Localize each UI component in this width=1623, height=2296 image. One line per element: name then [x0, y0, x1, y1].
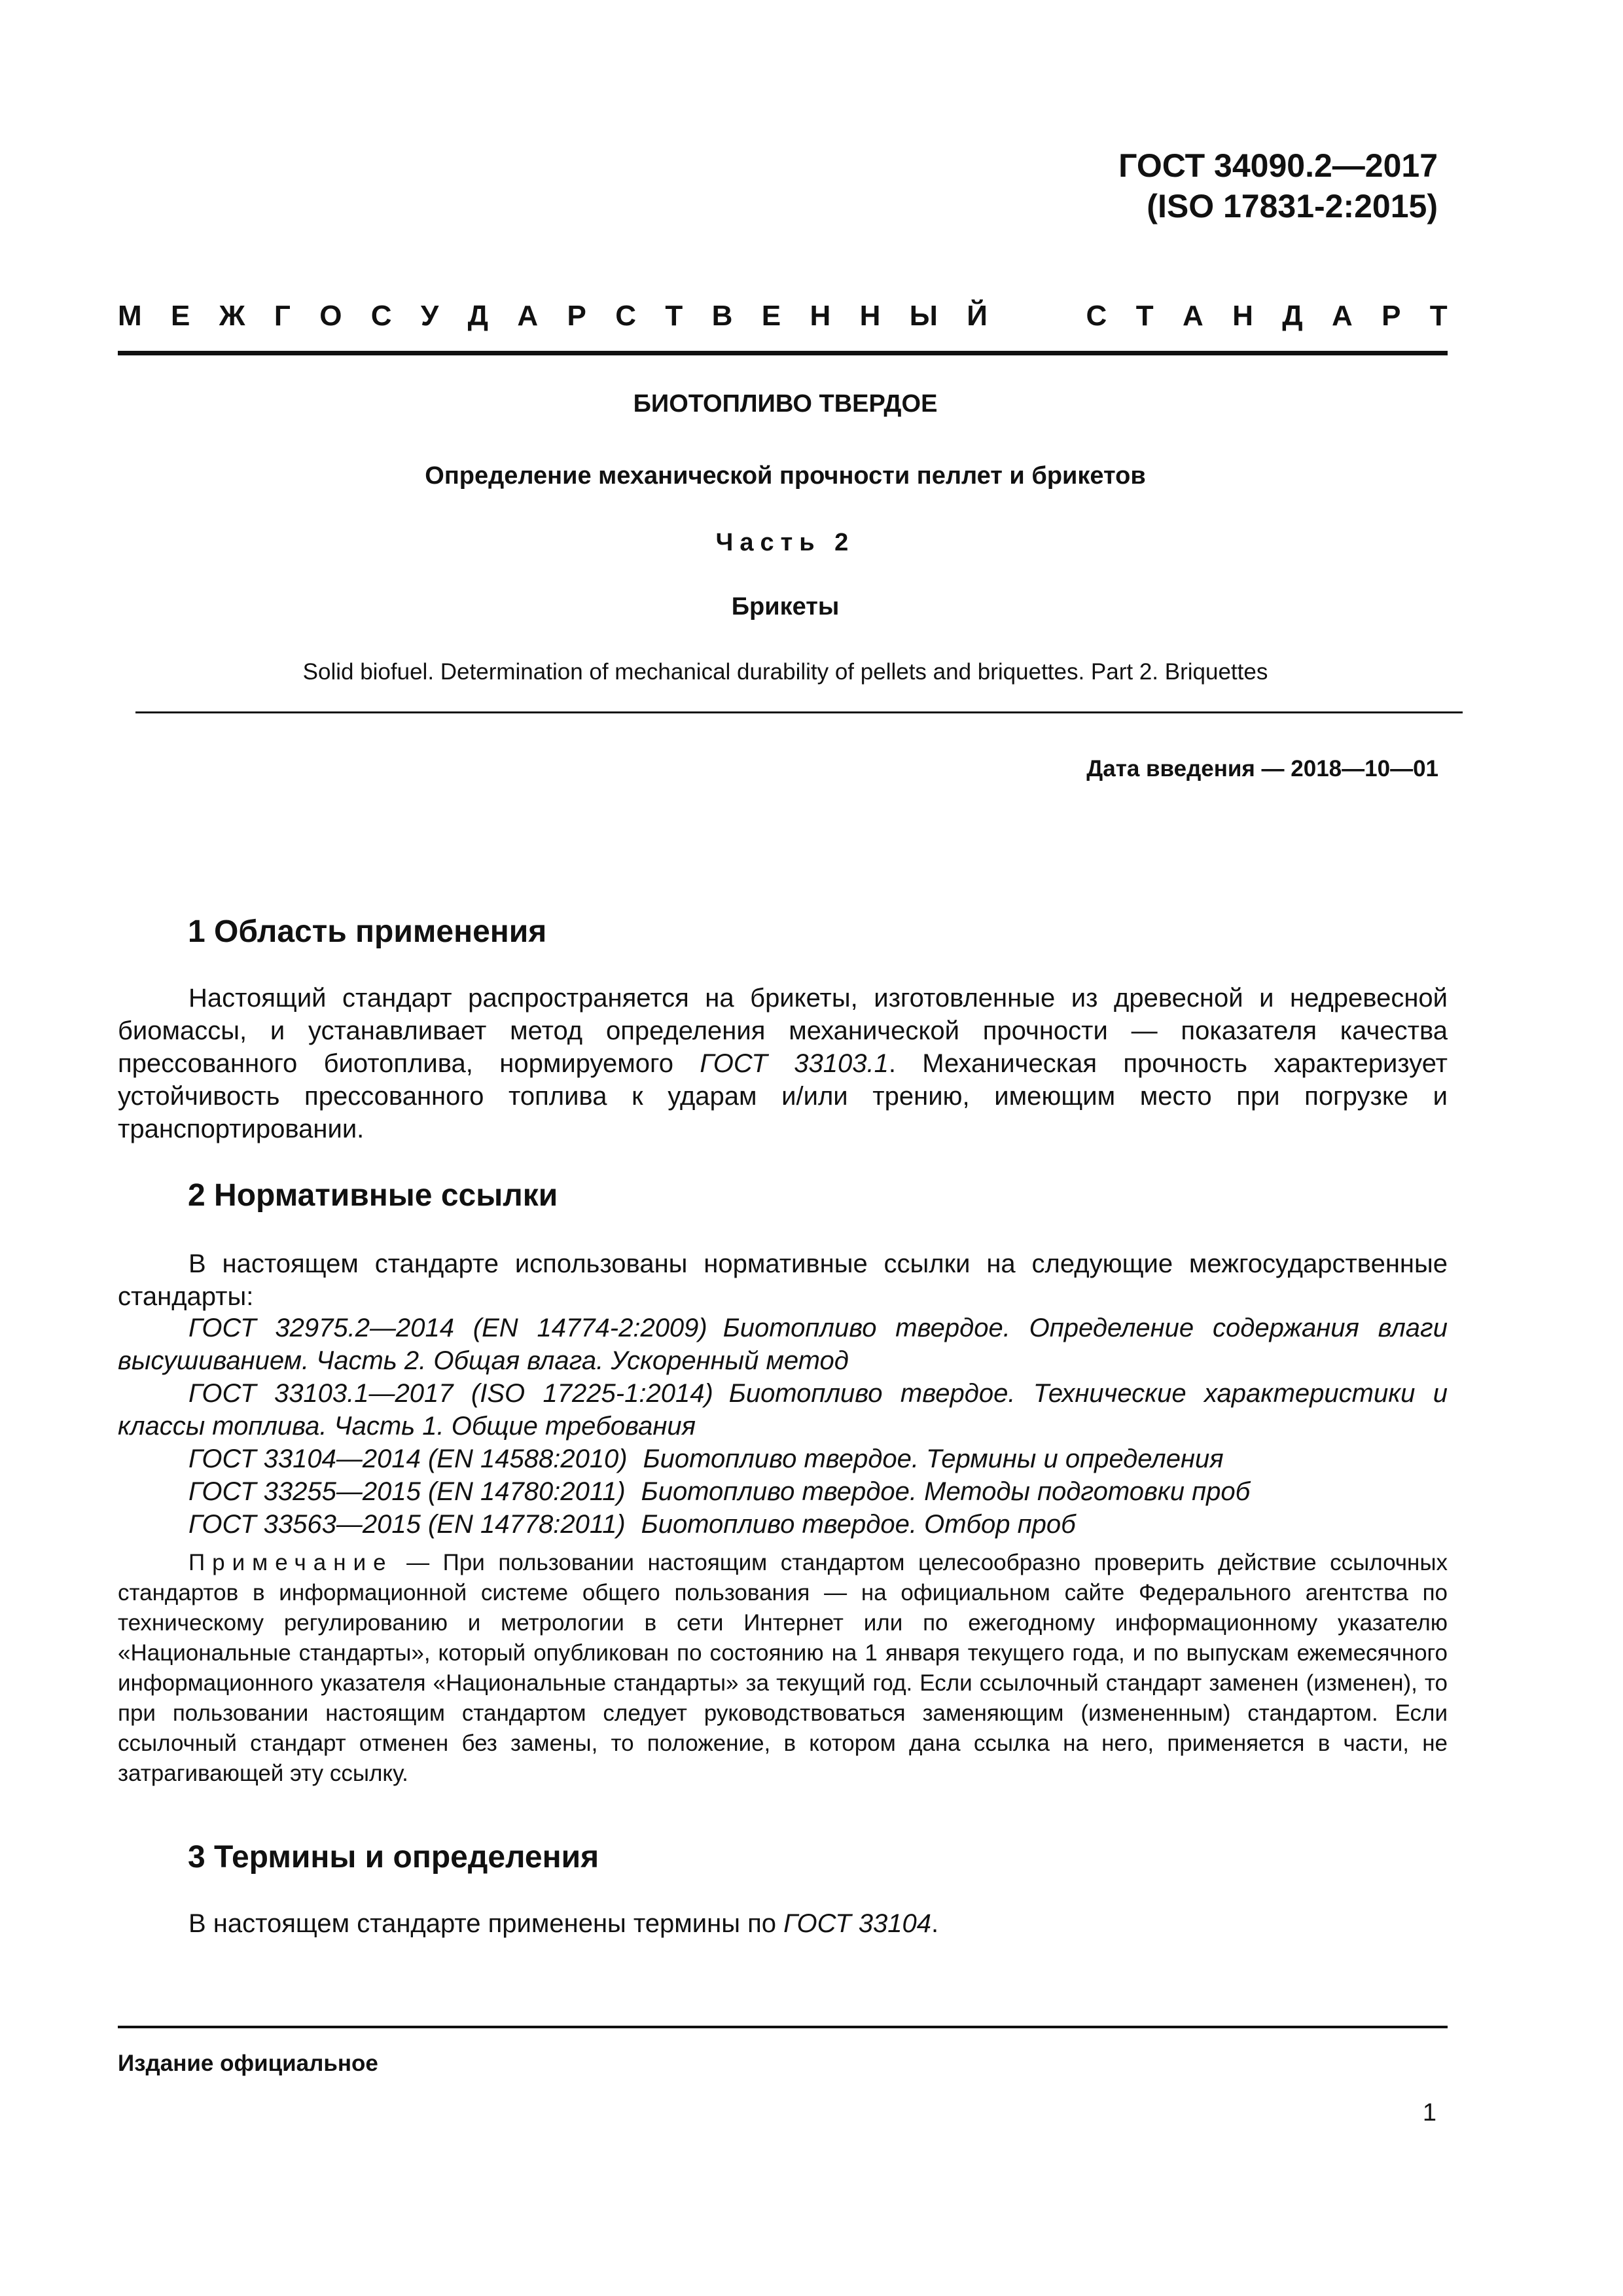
banner-letter: М [118, 300, 142, 332]
banner-letter: Т [1135, 300, 1154, 332]
note-text: — При пользовании настоящим стандартом целесообразно проверить действие ссылочных стандартов в информационной системе общего пользования — на официальном сайте Федерального агентства по техническому регулированию и метрологии в сети Интернет или по ежегодному информационному указателю «Национальные стандарты», который опубликован по состоянию на 1 января текущего года, и по выпускам ежемесячного информационного указателя «Национальные стандарты» за текущий год. Если ссылочный стандарт заменен (изменен), то при пользовании настоящим стандартом следует руководствоваться заменяющим (измененным) стандартом. Если ссылочный стандарт отменен без замены, то положение, в котором дана ссылка на него, применяется в части, не затрагивающей эту ссылку. [118, 1550, 1448, 1786]
banner-letter: Н [1232, 300, 1253, 332]
document-title: БИОТОПЛИВО ТВЕРДОЕ [633, 390, 938, 418]
banner-letter: Д [467, 300, 489, 332]
section-3-gost-ref: ГОСТ 33104 [783, 1909, 931, 1938]
banner-letter: Ы [909, 300, 938, 332]
reference-item [118, 1508, 1448, 1541]
section-1-heading: 1 Область применения [188, 914, 547, 949]
reference-item [118, 1312, 1448, 1377]
interstate-standard-banner [118, 298, 1448, 334]
banner-letter: А [1182, 300, 1204, 332]
document-part-name: Брикеты [731, 593, 840, 620]
iso-code: (ISO 17831-2:2015) [1147, 188, 1438, 224]
reference-title: Биотопливо твердое. Определение содержания влаги высушиванием. Часть 2. Общая влага. Ускоренный метод [118, 1314, 1448, 1375]
section-1-text-a: Настоящий стандарт распространяется на брикеты, изготовленные из древесной и недревесной биомассы, и устанавливает метод определения механической прочности — показателя качества прессованного биотоплива, нормируемого [118, 984, 1448, 1078]
reference-code: ГОСТ 32975.2—2014 (EN 14774-2:2009) [188, 1314, 707, 1342]
banner-letter: Д [1282, 300, 1303, 332]
banner-letter: А [517, 300, 539, 332]
banner-letter: С [1086, 300, 1107, 332]
reference-code: ГОСТ 33103.1—2017 (ISO 17225-1:2014) [188, 1379, 713, 1408]
note-label: Примечание [188, 1550, 393, 1575]
banner-letter: Е [171, 300, 190, 332]
banner-letter: О [319, 300, 342, 332]
header-rule [118, 351, 1448, 355]
banner-letter: Р [567, 300, 586, 332]
page-number: 1 [1422, 2099, 1436, 2126]
banner-letter: Г [274, 300, 291, 332]
normative-references-list [118, 1312, 1448, 1541]
footer-rule [118, 2026, 1448, 2028]
banner-letter: С [370, 300, 392, 332]
document-subtitle: Определение механической прочности пеллет и брикетов [425, 462, 1146, 490]
section-1-gost-ref: ГОСТ 33103.1 [700, 1049, 889, 1078]
section-2-intro [118, 1247, 1448, 1313]
banner-letter: Ж [219, 300, 245, 332]
title-rule [135, 711, 1463, 713]
gost-code: ГОСТ 34090.2—2017 [1118, 147, 1438, 184]
banner-letter: Т [1429, 300, 1448, 332]
reference-code: ГОСТ 33255—2015 (EN 14780:2011) [188, 1477, 626, 1506]
banner-letter: Й [967, 300, 988, 332]
banner-letter: А [1331, 300, 1353, 332]
reference-code: ГОСТ 33563—2015 (EN 14778:2011) [188, 1510, 626, 1539]
banner-word-gap [1016, 298, 1057, 334]
english-title: Solid biofuel. Determination of mechanical durability of pellets and briquettes. Part 2. Briquettes [302, 659, 1268, 685]
section-2-intro-text: В настоящем стандарте использованы нормативные ссылки на следующие межгосударственные стандарты: [118, 1249, 1448, 1311]
section-2-heading: 2 Нормативные ссылки [188, 1178, 558, 1213]
document-part: Часть 2 [715, 529, 855, 556]
gost-designation [1118, 145, 1438, 226]
section-3-text [118, 1907, 1448, 1940]
reference-title: Биотопливо твердое. Методы подготовки проб [641, 1477, 1251, 1506]
section-3-heading: 3 Термины и определения [188, 1840, 599, 1874]
reference-item [118, 1475, 1448, 1508]
section-1-text [118, 982, 1448, 1145]
introduction-date: Дата введения — 2018—10—01 [1086, 756, 1438, 781]
banner-letter: Т [665, 300, 683, 332]
banner-letter: С [615, 300, 637, 332]
reference-item [118, 1377, 1448, 1443]
banner-letter: Н [810, 300, 831, 332]
reference-title: Биотопливо твердое. Отбор проб [641, 1510, 1076, 1539]
references-note [118, 1548, 1448, 1789]
reference-title: Биотопливо твердое. Технические характеристики и классы топлива. Часть 1. Общие требования [118, 1379, 1448, 1441]
official-edition-label: Издание официальное [118, 2051, 378, 2076]
section-1-text-b: . Механическая прочность характеризует устойчивость прессованного топлива к ударам и/или трению, имеющим место при погрузке и транспортировании. [118, 1049, 1448, 1143]
banner-letter: Н [859, 300, 881, 332]
banner-letter: У [420, 300, 439, 332]
reference-item [118, 1443, 1448, 1475]
banner-letter: Р [1382, 300, 1401, 332]
reference-code: ГОСТ 33104—2014 (EN 14588:2010) [188, 1444, 628, 1473]
section-3-text-b: . [931, 1909, 939, 1938]
banner-letter: Е [761, 300, 781, 332]
reference-title: Биотопливо твердое. Термины и определения [643, 1444, 1224, 1473]
section-3-text-a: В настоящем стандарте применены термины по [188, 1909, 784, 1938]
banner-letter: В [711, 300, 733, 332]
